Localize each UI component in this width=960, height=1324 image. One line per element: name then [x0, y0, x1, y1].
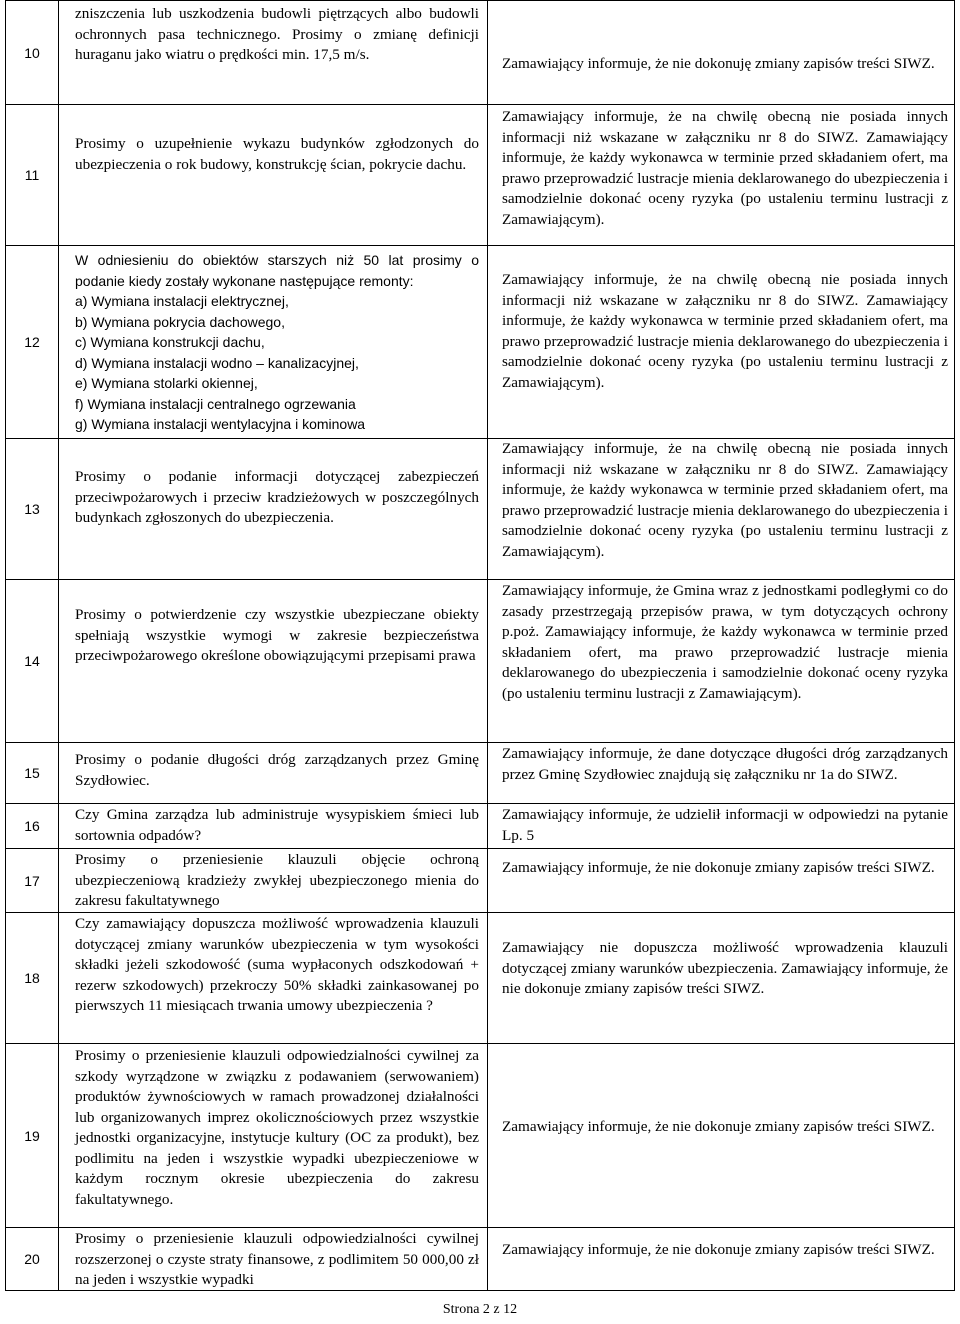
answer-text: Zamawiający informuje, że Gmina wraz z jednostkami podległymi co do zasady przestrzegają przepisów prawa, w tym dotyczących ochrony p.poż. Zamawiający informuje, że każdy wykonawca w terminie przed składaniem ofert, ma prawo przeprowadzić lustracje mienia deklarowanego do ubezpieczenia i samodzielnie dokonać oceny ryzyka (po ustaleniu terminu lustracji z Zamawiającym).: [502, 582, 948, 702]
answer-text: Zamawiający nie dopuszcza możliwość wprowadzenia klauzuli dotyczącej zmiany warunków ubezpieczenia. Zamawiający informuje, że nie dokonuje zmiany zapisów treści SIWZ.: [502, 939, 948, 997]
row-number: 20: [6, 1228, 59, 1291]
list-item: g) Wymiana instalacji wentylacyjna i kominowa: [75, 416, 366, 432]
table-row: [6, 913, 955, 1044]
table-row: [6, 849, 955, 913]
answer-text: Zamawiający informuje, że nie dokonuje zmiany zapisów treści SIWZ.: [502, 1118, 935, 1135]
question-text: Czy Gmina zarządza lub administruje wysypiskiem śmieci lub sortownia odpadów?: [75, 806, 479, 844]
row-number: 16: [6, 804, 59, 849]
row-number: 19: [6, 1044, 59, 1228]
question-text: Prosimy o podanie długości dróg zarządzanych przez Gminę Szydłowiec.: [75, 751, 479, 789]
answer-text: Zamawiający informuje, że dane dotyczące długości dróg zarządzanych przez Gminę Szydłowiec znajdują się załączniku nr 1a do SIWZ.: [502, 745, 948, 783]
answer-text: Zamawiający informuje, że na chwilę obecną nie posiada innych informacji niż wskazane w załączniku nr 8 do SIWZ. Zamawiający informuje, że każdy wykonawca w terminie przed składaniem ofert, ma prawo przeprowadzić lustracje mienia deklarowanego do ubezpieczenia i samodzielnie dokonać oceny ryzyka (po ustaleniu terminu lustracji z Zamawiającym).: [502, 440, 948, 560]
question-text: Prosimy o przeniesienie klauzuli odpowiedzialności cywilnej rozszerzonej o czyste straty finansowe, z podlimitem 50 000,00 zł na jeden i wszystkie wypadki: [75, 1230, 479, 1288]
table-row: [6, 105, 955, 246]
answer-text: Zamawiający informuje, że nie dokonuję zmiany zapisów treści SIWZ.: [502, 55, 935, 72]
table-row: [6, 804, 955, 849]
list-item: d) Wymiana instalacji wodno – kanalizacyjnej,: [75, 354, 359, 371]
question-text: Prosimy o przeniesienie klauzuli objęcie ochroną ubezpieczeniową kradzieży zwykłej ubezpieczonego mienia do zakresu fakultatywnego: [75, 851, 479, 909]
page-number: Strona 2 z 12: [442, 1302, 518, 1317]
row-number: 12: [6, 246, 59, 439]
row-number: 11: [6, 105, 59, 246]
question-text: Prosimy o uzupełnienie wykazu budynków zgłodzonych do ubezpieczenia o rok budowy, konstrukcję ścian, pokrycie dachu.: [75, 135, 479, 173]
answer-text: Zamawiający informuje, że na chwilę obecną nie posiada innych informacji niż wskazane w załączniku nr 8 do SIWZ. Zamawiający informuje, że każdy wykonawca w terminie przed składaniem ofert, ma prawo przeprowadzić lustracje mienia deklarowanego do ubezpieczenia i samodzielnie dokonać oceny ryzyka (po ustaleniu terminu lustracji z Zamawiającym).: [502, 108, 948, 228]
row-number: 14: [6, 580, 59, 743]
question-text: zniszczenia lub uszkodzenia budowli piętrzących albo budowli ochronnych pasa technicznego. Prosimy o zmianę definicji huraganu jako wiatru o prędkości min. 17,5 m/s.: [75, 5, 479, 63]
questions-answers-table: [5, 0, 955, 1291]
answer-text: Zamawiający informuje, że na chwilę obecną nie posiada innych informacji niż wskazane w załączniku nr 8 do SIWZ. Zamawiający informuje, że każdy wykonawca w terminie przed składaniem ofert, ma prawo przeprowadzić lustracje mienia deklarowanego do ubezpieczenia i samodzielnie dokonać oceny ryzyka (po ustaleniu terminu lustracji z Zamawiającym).: [502, 271, 948, 391]
question-text: [75, 250, 479, 435]
list-item: c) Wymiana konstrukcji dachu,: [75, 334, 265, 350]
question-intro: W odniesieniu do obiektów starszych niż 50 lat prosimy o podanie kiedy zostały wykonane następujące remonty:: [75, 252, 479, 289]
list-item: f) Wymiana instalacji centralnego ogrzewania: [75, 395, 356, 412]
table-row: [6, 743, 955, 804]
question-text: Prosimy o potwierdzenie czy wszystkie ubezpieczane obiekty spełniają wszystkie wymogi w zakresie bezpieczeństwa przeciwpożarowego określone obowiązującymi przepisami prawa: [75, 606, 479, 664]
table-row: [6, 1, 955, 105]
list-item: a) Wymiana instalacji elektrycznej,: [75, 293, 289, 309]
table-row: [6, 1228, 955, 1291]
row-number: 13: [6, 439, 59, 580]
question-text: Prosimy o przeniesienie klauzuli odpowiedzialności cywilnej za szkody wyrządzone w związku z podawaniem (serwowaniem) produktów żywnościowych w ramach prowadzonej działalności lub organizowanych imprez okolicznościowych przez wszystkie jednostki organizacyjne, instytucje kultury (OC za produkt), bez podlimitu na jeden i wszystkie wypadki ubezpieczeniowe w każdym rocznym okresie ubezpieczenia do zakresu fakultatywnego.: [75, 1047, 479, 1208]
question-text: Czy zamawiający dopuszcza możliwość wprowadzenia klauzuli dotyczącej zmiany warunków ubezpieczenia w tym wysokości składki jeżeli szkodowość (suma wypłaconych odszkodowań + rezerw szkodowych) przekroczy 50% składki zainkasowanej po pierwszych 11 miesiącach trwania umowy ubezpieczenia ?: [75, 915, 479, 1014]
row-number: 15: [6, 743, 59, 804]
question-text: Prosimy o podanie informacji dotyczącej zabezpieczeń przeciwpożarowych i przeciw kradzieżowych w poszczególnych budynkach zgłoszonych do ubezpieczenia.: [75, 468, 479, 526]
list-item: e) Wymiana stolarki okiennej,: [75, 375, 258, 391]
list-item: b) Wymiana pokrycia dachowego,: [75, 313, 285, 330]
table-row: [6, 580, 955, 743]
answer-text: Zamawiający informuje, że udzielił informacji w odpowiedzi na pytanie Lp. 5: [502, 806, 948, 844]
table-row: [6, 1044, 955, 1228]
row-number: 17: [6, 849, 59, 913]
row-number: 18: [6, 913, 59, 1044]
answer-text: Zamawiający informuje, że nie dokonuje zmiany zapisów treści SIWZ.: [502, 1241, 935, 1258]
row-number: 10: [6, 1, 59, 105]
table-row: [6, 439, 955, 580]
table-row: [6, 246, 955, 439]
answer-text: Zamawiający informuje, że nie dokonuje zmiany zapisów treści SIWZ.: [502, 859, 935, 876]
